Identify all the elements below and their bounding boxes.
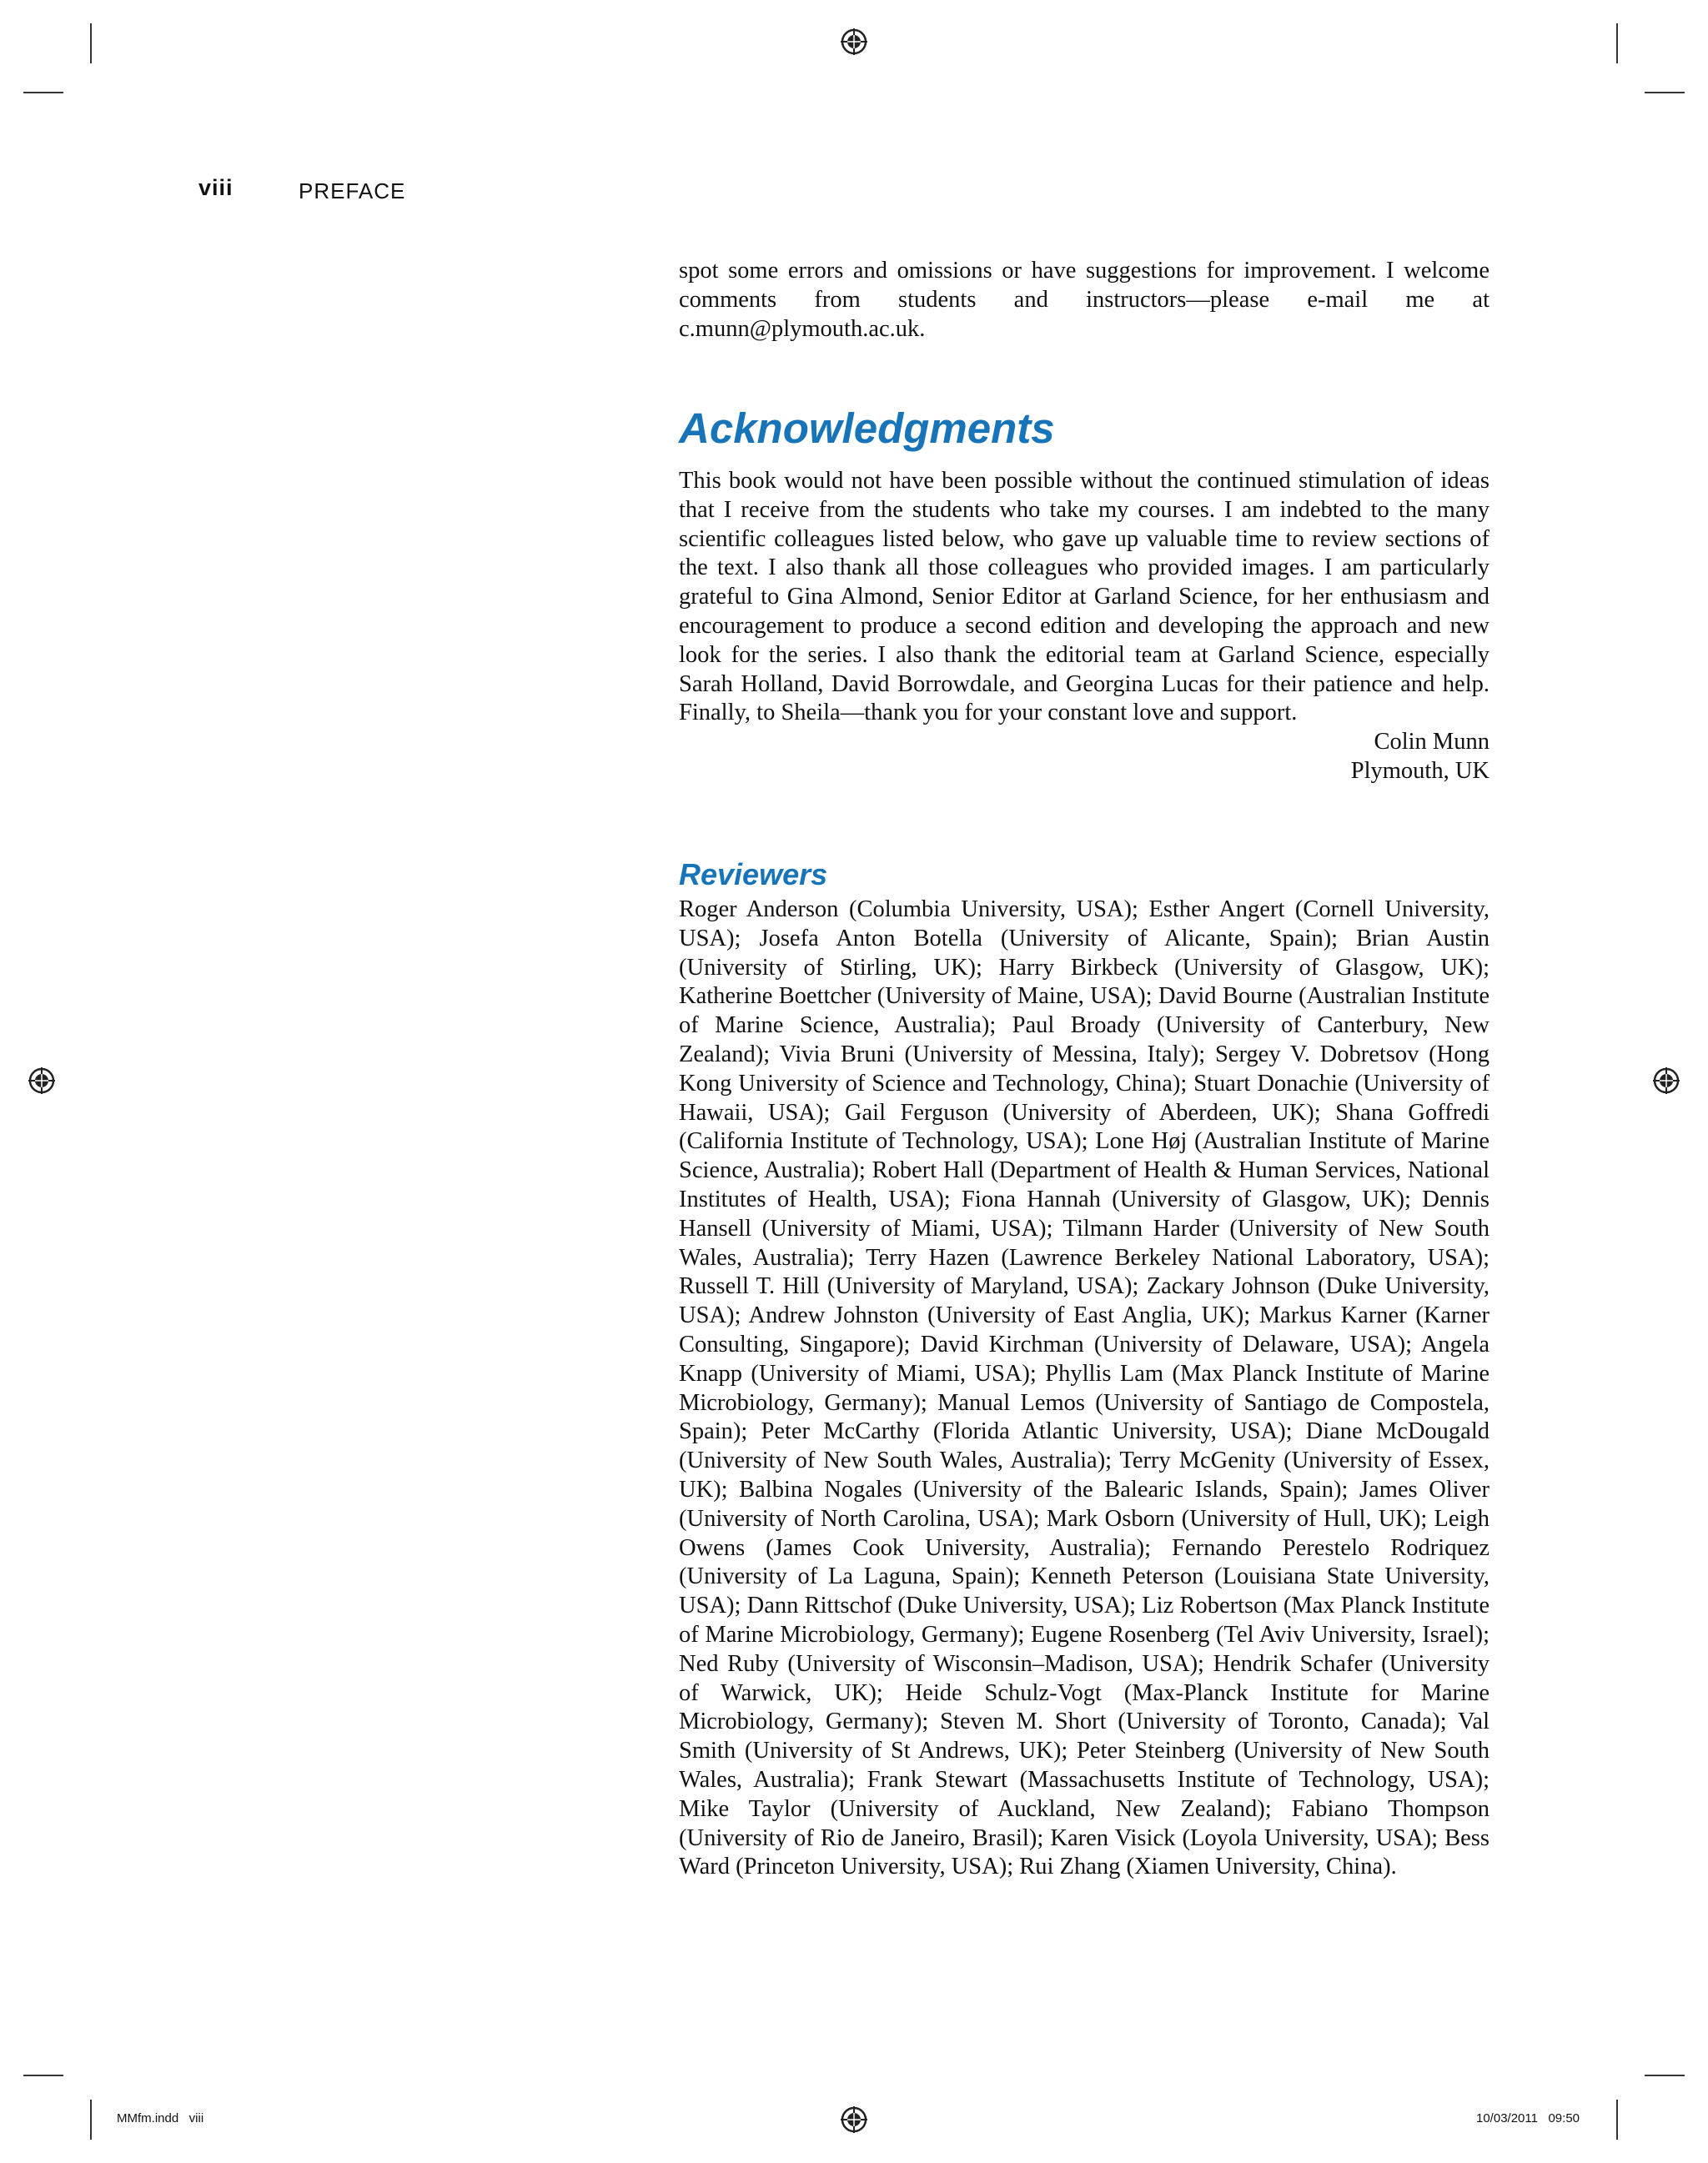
acknowledgments-section <box>679 404 1489 453</box>
crop-mark-left-top <box>23 92 63 93</box>
slug-filename: MMfm.indd viii <box>117 2111 204 2125</box>
crop-mark-right-bottom <box>1645 2075 1685 2076</box>
reviewers-list: Roger Anderson (Columbia University, USA); Esther Angert (Cornell University, USA); Josefa Anton Botella (University of Alicante, Spain); Brian Austin (University of Stirling, UK); Harry Birkbeck (University of Glasgow, UK); Katherine Boettcher (University of Maine, USA); David Bourne (Australian Institute of Marine Science, Australia); Paul Broady (University of Canterbury, New Zealand); Vivia Bruni (University of Messina, Italy); Sergey V. Dobretsov (Hong Kong University of Science and Technology, China); Stuart Donachie (University of Hawaii, USA); Gail Ferguson (University of Aberdeen, UK); Shana Goffredi (California Institute of Technology, USA); Lone Høj (Australian Institute of Marine Science, Australia); Robert Hall (Department of Health & Human Services, National Institutes of Health, USA); Fiona Hannah (University of Glasgow, UK); Dennis Hansell (University of Miami, USA); Tilmann Harder (University of New South Wales, Australia); Terry Hazen (Lawrence Berkeley National Laboratory, USA); Russell T. Hill (University of Maryland, USA); Zackary Johnson (Duke University, USA); Andrew Johnston (University of East Anglia, UK); Markus Karner (Karner Consulting, Singapore); David Kirchman (University of Delaware, USA); Angela Knapp (University of Miami, USA); Phyllis Lam (Max Planck Institute of Marine Microbiology, Germany); Manual Lemos (University of Santiago de Compostela, Spain); Peter McCarthy (Florida Atlantic University, USA); Diane McDougald (University of New South Wales, Australia); Terry McGenity (University of Essex, UK); Balbina Nogales (University of the Balearic Islands, Spain); James Oliver (University of North Carolina, USA); Mark Osborn (University of Hull, UK); Leigh Owens (James Cook University, Australia); Fernando Perestelo Rodriquez (University of La Laguna, Spain); Kenneth Peterson (Louisiana State University, USA); Dann Rittschof (Duke University, USA); Liz Robertson (Max Planck Institute of Marine Microbiology, Germany); Eugene Rosenberg (Tel Aviv University, Israel); Ned Ruby (University of Wisconsin–Madison, USA); Hendrik Schafer (University of Warwick, UK); Heide Schulz-Vogt (Max-Planck Institute for Marine Microbiology, Germany); Steven M. Short (University of Toronto, Canada); Val Smith (University of St Andrews, UK); Peter Steinberg (University of New South Wales, Australia); Frank Stewart (Massachusetts Institute of Technology, USA); Mike Taylor (University of Auckland, New Zealand); Fabiano Thompson (University of Rio de Janeiro, Brasil); Karen Visick (Loyola University, USA); Bess Ward (Princeton University, USA); Rui Zhang (Xiamen University, China). <box>679 896 1489 1880</box>
reviewers-heading-block <box>679 857 1489 892</box>
crop-mark-top-left <box>90 23 92 63</box>
signature-place: Plymouth, UK <box>1350 757 1489 784</box>
crop-mark-bottom-left <box>90 2100 92 2140</box>
registration-mark-icon <box>1651 1066 1681 1096</box>
acknowledgments-paragraph: This book would not have been possible without the continued stimulation of ideas that I receive from the students who take my courses. I am indebted to the many scientific colleagues listed below, who gave up valuable time to review sections of the text. I also thank all those colleagues who provided images. I am particularly grateful to Gina Almond, Senior Editor at Garland Science, for her enthusiasm and encouragement to produce a second edition and developing the approach and new look for the series. I also thank the editorial team at Garland Science, especially Sarah Holland, David Borrowdale, and Georgina Lucas for their patience and help. Finally, to Sheila—thank you for your constant love and support. <box>679 468 1489 726</box>
reviewers-heading: Reviewers <box>679 857 828 891</box>
running-head-title: PREFACE <box>299 178 406 203</box>
slug-datetime: 10/03/2011 09:50 <box>1476 2111 1580 2125</box>
crop-mark-top-right <box>1616 23 1618 63</box>
registration-mark-icon <box>27 1066 57 1096</box>
reviewers-section <box>679 896 1489 1882</box>
crop-mark-left-bottom <box>23 2075 63 2076</box>
signature-name: Colin Munn <box>1374 729 1489 755</box>
registration-mark-icon <box>839 27 869 57</box>
intro-section <box>679 257 1489 344</box>
acknowledgments-body-block <box>679 467 1489 786</box>
acknowledgments-heading: Acknowledgments <box>679 404 1055 452</box>
intro-paragraph: spot some errors and omissions or have suggestions for improvement. I welcome comments from students and instructors—please e-mail me at c.munn@plymouth.ac.uk. <box>679 258 1489 342</box>
page-number: viii <box>198 175 234 200</box>
crop-mark-bottom-right <box>1616 2100 1618 2140</box>
crop-mark-right-top <box>1645 92 1685 93</box>
registration-mark-icon <box>839 2105 869 2135</box>
